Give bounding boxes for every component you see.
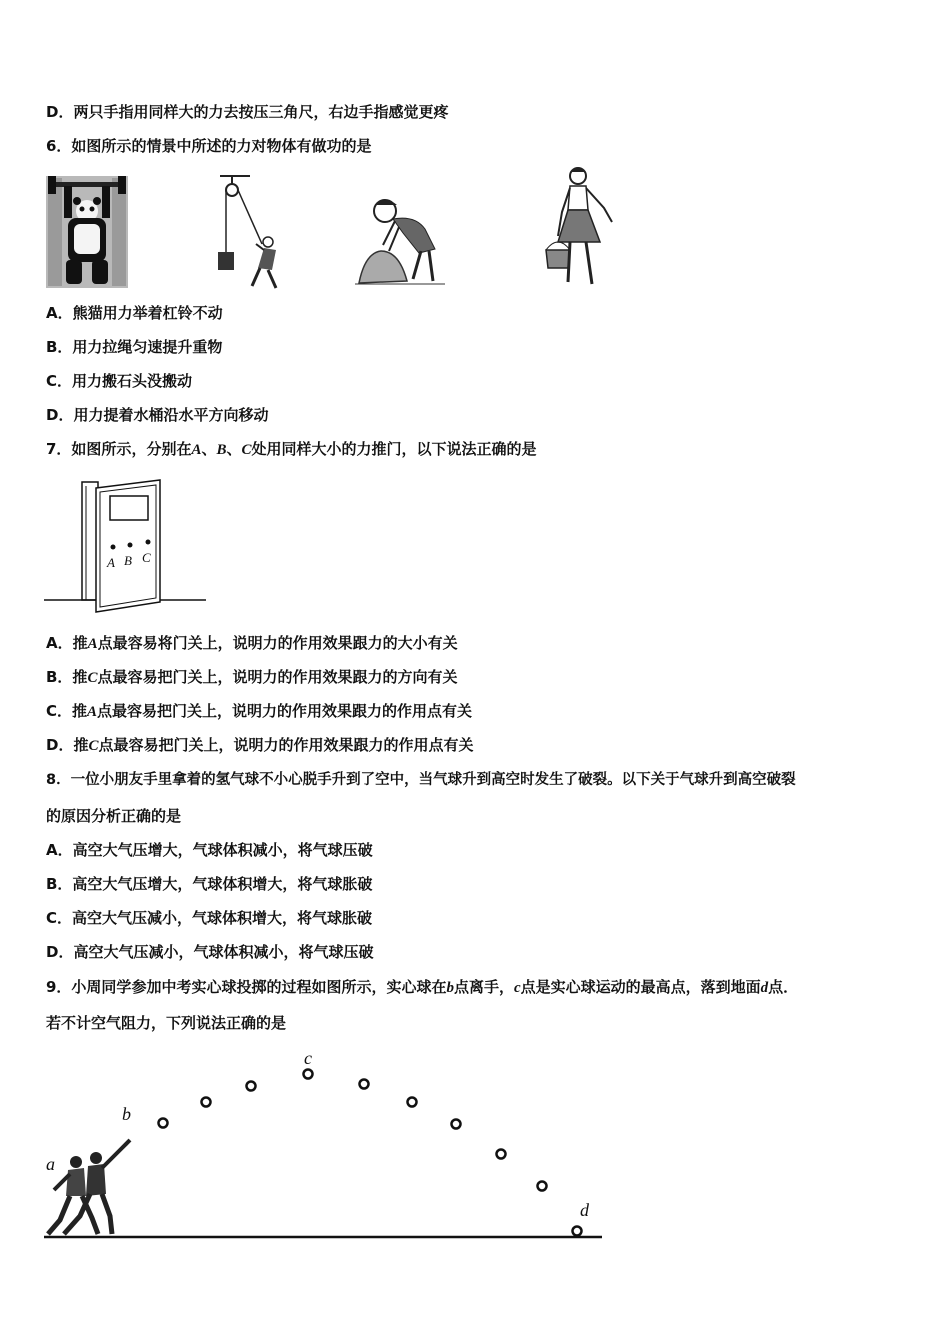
q7-figure-door <box>44 476 206 616</box>
q8-option-c: C．高空大气压减小，气球体积增大，将气球胀破 <box>46 909 373 927</box>
q9-label-c: c <box>304 1048 312 1068</box>
q9-label-b: b <box>122 1104 131 1124</box>
q7-point-b: B <box>216 442 227 458</box>
q9-figure-shot-put <box>40 1044 606 1244</box>
q7-option-a: A．推A点最容易将门关上，说明力的作用效果跟力的大小有关 <box>46 634 458 652</box>
q7-stem: 7．如图所示，分别在A、B、C处用同样大小的力推门，以下说法正确的是 <box>46 440 537 458</box>
q7-option-b: B．推C点最容易把门关上，说明力的作用效果跟力的方向有关 <box>46 668 458 686</box>
q7-point-c: C <box>241 442 252 458</box>
q8-option-d: D．高空大气压减小，气球体积减小，将气球压破 <box>46 943 374 961</box>
q8-option-b: B．高空大气压增大，气球体积增大，将气球胀破 <box>46 875 373 893</box>
q8-stem-line2: 的原因分析正确的是 <box>46 807 182 825</box>
q7-figure-label-c: C <box>142 550 151 565</box>
q5-option-d: D．两只手指用同样大的力去按压三角尺，右边手指感觉更疼 <box>46 103 449 121</box>
q6-figure-push-stone <box>355 193 445 287</box>
q6-figure-pulley-pull <box>210 172 300 292</box>
q9-label-d: d <box>580 1200 589 1220</box>
q8-stem-line1: 8．一位小朋友手里拿着的氢气球不小心脱手升到了空中，当气球升到高空时发生了破裂。以下关于气球升到高空破裂 <box>46 772 796 788</box>
q6-option-d: D．用力提着水桶沿水平方向移动 <box>46 406 269 424</box>
q7-option-c: C．推A点最容易把门关上，说明力的作用效果跟力的作用点有关 <box>46 702 473 720</box>
q8-option-a: A．高空大气压增大，气球体积减小，将气球压破 <box>46 841 373 859</box>
q6-figure-panda-barbell <box>46 176 128 288</box>
q7-point-a: A <box>191 442 202 458</box>
q9-stem-line1: 9．小周同学参加中考实心球投掷的过程如图所示，实心球在b点离手，c点是实心球运动的最高点，落到地面d点． <box>46 978 799 996</box>
q9-label-a: a <box>46 1154 55 1174</box>
ball-trajectory <box>159 1070 582 1236</box>
q7-figure-label-b: B <box>124 553 132 568</box>
q6-option-c: C．用力搬石头没搬动 <box>46 372 193 390</box>
q9-stem-line2: 若不计空气阻力，下列说法正确的是 <box>46 1014 287 1032</box>
q6-figure-carry-bucket <box>540 166 620 290</box>
thrower-figure <box>48 1140 130 1234</box>
q6-option-a: A．熊猫用力举着杠铃不动 <box>46 304 223 322</box>
q6-option-b: B．用力拉绳匀速提升重物 <box>46 338 223 356</box>
q6-stem: 6．如图所示的情景中所述的力对物体有做功的是 <box>46 137 372 155</box>
q7-option-d: D．推C点最容易把门关上，说明力的作用效果跟力的作用点有关 <box>46 736 474 754</box>
q7-figure-label-a: A <box>107 555 115 570</box>
